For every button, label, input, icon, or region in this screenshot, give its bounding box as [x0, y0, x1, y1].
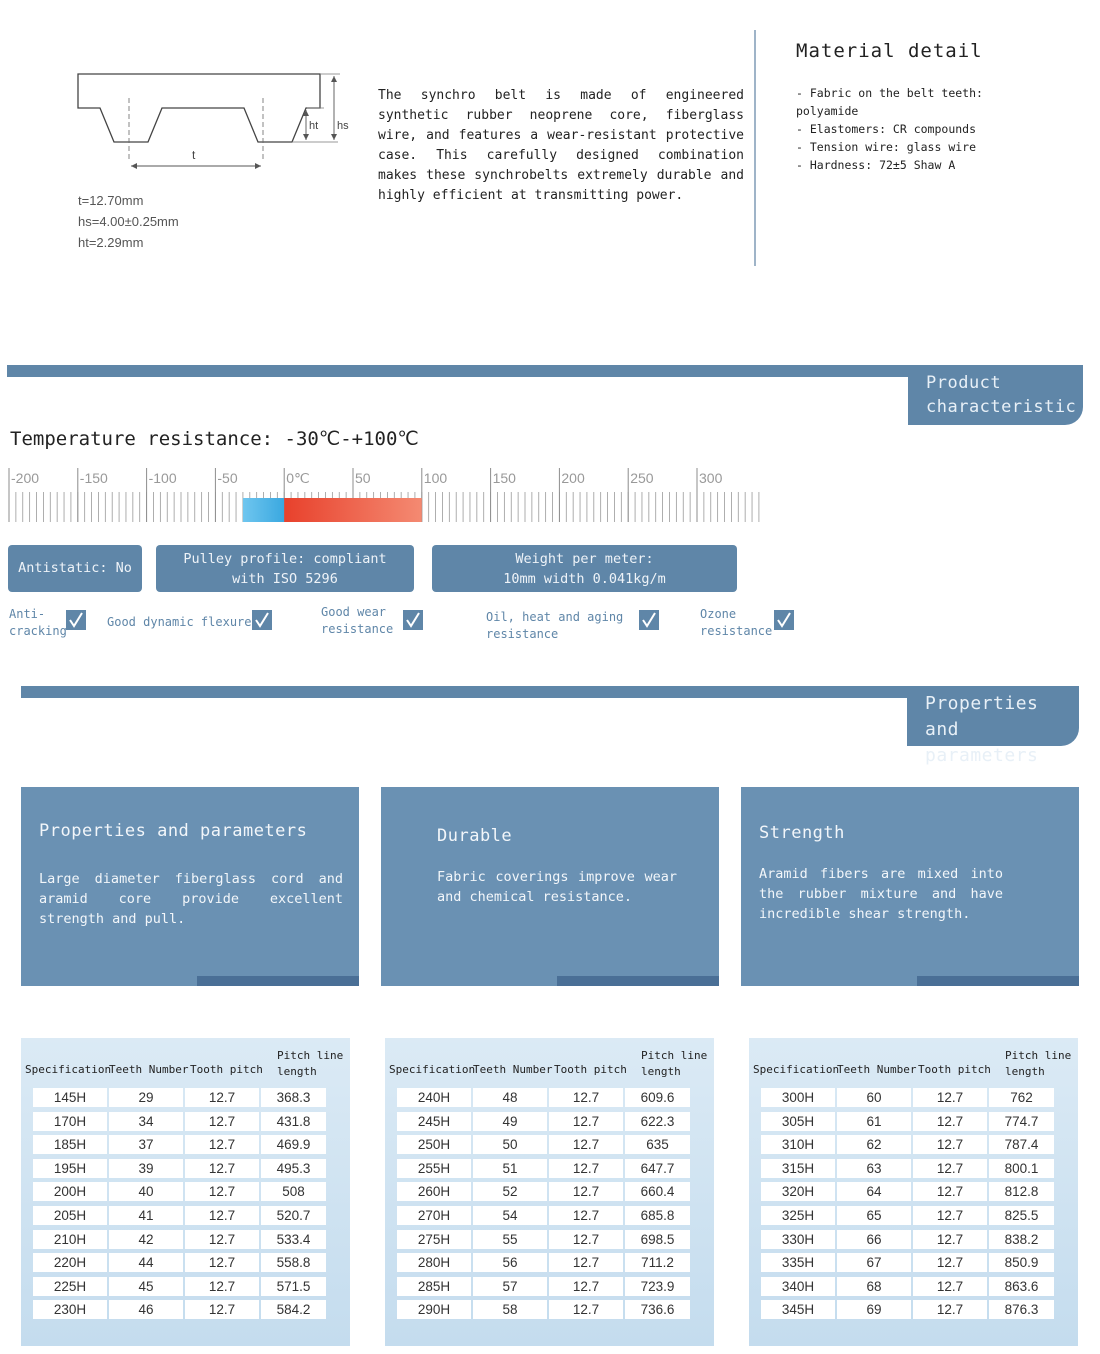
card-body: Large diameter fiberglass cord and aramid core provide excellent strength and pull. — [39, 871, 343, 927]
table-header-teeth-number: Teeth Number — [473, 1063, 553, 1076]
table-row — [33, 1159, 338, 1178]
table-header-teeth-number: Teeth Number — [109, 1063, 189, 1076]
check-icon — [403, 610, 423, 630]
cell-pitch-line-length: 495.3 — [261, 1159, 326, 1178]
cell-pitch-line-length: 520.7 — [261, 1206, 326, 1225]
cell-tooth-pitch: 12.7 — [913, 1253, 987, 1272]
table-header-tooth-pitch: Tooth pitch — [918, 1063, 991, 1076]
table-header-specification: Specification — [25, 1063, 112, 1076]
feature-good-dynamic-flexure — [107, 614, 252, 631]
cell-pitch-line-length: 800.1 — [989, 1159, 1054, 1178]
cell-tooth-pitch: 12.7 — [913, 1206, 987, 1225]
section-tab-properties — [907, 686, 1079, 766]
cell-pitch-line-length: 812.8 — [989, 1182, 1054, 1201]
material-detail-title: Material detail — [796, 40, 983, 62]
cell-tooth-pitch: 12.7 — [185, 1253, 259, 1272]
table-row — [33, 1088, 338, 1107]
temperature-title: Temperature resistance: -30℃-+100℃ — [10, 428, 419, 450]
cell-specification: 310H — [761, 1135, 835, 1154]
table-row — [761, 1159, 1066, 1178]
cell-teeth-number: 54 — [473, 1206, 547, 1225]
cell-tooth-pitch: 12.7 — [913, 1182, 987, 1201]
cell-tooth-pitch: 12.7 — [185, 1159, 259, 1178]
table-row — [761, 1253, 1066, 1272]
cell-specification: 250H — [397, 1135, 471, 1154]
feature-label: resistance — [321, 622, 394, 636]
cell-teeth-number: 48 — [473, 1088, 547, 1107]
cell-tooth-pitch: 12.7 — [913, 1230, 987, 1249]
card-title: Properties and parameters — [39, 821, 308, 841]
table-header-specification: Specification — [753, 1063, 840, 1076]
cell-specification: 145H — [33, 1088, 107, 1107]
cell-pitch-line-length: 698.5 — [625, 1230, 690, 1249]
card-durable — [381, 787, 719, 986]
cell-tooth-pitch: 12.7 — [913, 1159, 987, 1178]
cell-pitch-line-length: 850.9 — [989, 1253, 1054, 1272]
cell-specification: 220H — [33, 1253, 107, 1272]
cell-teeth-number: 39 — [109, 1159, 183, 1178]
pulley-profile-line: with ISO 5296 — [232, 571, 338, 587]
feature-label: cracking — [9, 624, 67, 638]
cell-teeth-number: 61 — [837, 1112, 911, 1131]
cell-specification: 285H — [397, 1277, 471, 1296]
cell-teeth-number: 69 — [837, 1300, 911, 1319]
cell-teeth-number: 51 — [473, 1159, 547, 1178]
cell-tooth-pitch: 12.7 — [549, 1159, 623, 1178]
cell-teeth-number: 29 — [109, 1088, 183, 1107]
feature-label: Ozone — [700, 607, 737, 621]
cell-specification: 320H — [761, 1182, 835, 1201]
cell-tooth-pitch: 12.7 — [185, 1230, 259, 1249]
card-title: Strength — [759, 823, 845, 843]
cell-specification: 335H — [761, 1253, 835, 1272]
cell-pitch-line-length: 774.7 — [989, 1112, 1054, 1131]
table-row — [397, 1182, 702, 1201]
table-row — [33, 1135, 338, 1154]
cell-tooth-pitch: 12.7 — [185, 1135, 259, 1154]
table-row — [761, 1112, 1066, 1131]
scale-tick-label: -50 — [217, 470, 238, 486]
scale-tick-label: 250 — [630, 470, 654, 486]
section-tab-line: and parameters — [925, 719, 1039, 766]
section-tab-line: characteristic — [926, 397, 1077, 417]
pulley-profile-line: Pulley profile: compliant — [183, 551, 387, 567]
pulley-profile-pill — [156, 545, 414, 592]
cell-pitch-line-length: 368.3 — [261, 1088, 326, 1107]
cell-pitch-line-length: 723.9 — [625, 1277, 690, 1296]
material-detail-list — [796, 84, 1036, 174]
material-item: - Fabric on the belt teeth: polyamide — [796, 86, 983, 118]
cell-teeth-number: 41 — [109, 1206, 183, 1225]
feature-anti-cracking — [9, 606, 67, 640]
card-accent-bar — [917, 976, 1079, 986]
cell-pitch-line-length: 469.9 — [261, 1135, 326, 1154]
table-row — [397, 1088, 702, 1107]
table-header-specification: Specification — [389, 1063, 476, 1076]
feature-label: Good dynamic flexure — [107, 615, 252, 629]
feature-label: Good wear — [321, 605, 387, 619]
cell-specification: 345H — [761, 1300, 835, 1319]
cell-specification: 170H — [33, 1112, 107, 1131]
spec-table — [749, 1038, 1078, 1346]
intro-paragraph: The synchro belt is made of engineered synthetic rubber neoprene core, fiberglass wire, and features a wear-resistant protective case. This carefully designed combination makes these synchrobelts extremely durable and highly efficient at transmitting power. — [378, 88, 744, 203]
cell-specification: 240H — [397, 1088, 471, 1107]
cell-pitch-line-length: 838.2 — [989, 1230, 1054, 1249]
feature-ozone-resistance — [700, 606, 772, 640]
section-tab-line: Properties — [925, 693, 1039, 714]
table-row — [761, 1206, 1066, 1225]
cell-teeth-number: 50 — [473, 1135, 547, 1154]
section-tab-line: Product — [926, 373, 1002, 393]
temperature-scale — [6, 466, 776, 528]
cell-teeth-number: 37 — [109, 1135, 183, 1154]
feature-label: resistance — [700, 624, 773, 638]
cell-specification: 290H — [397, 1300, 471, 1319]
cell-pitch-line-length: 584.2 — [261, 1300, 326, 1319]
table-row — [761, 1182, 1066, 1201]
cell-pitch-line-length: 787.4 — [989, 1135, 1054, 1154]
table-header-tooth-pitch: Tooth pitch — [554, 1063, 627, 1076]
card-body: Fabric coverings improve wear and chemical resistance. — [437, 869, 677, 905]
table-header-length: length — [641, 1065, 681, 1078]
cell-teeth-number: 57 — [473, 1277, 547, 1296]
cell-tooth-pitch: 12.7 — [185, 1088, 259, 1107]
cell-teeth-number: 56 — [473, 1253, 547, 1272]
cell-specification: 275H — [397, 1230, 471, 1249]
cell-pitch-line-length: 825.5 — [989, 1206, 1054, 1225]
table-row — [397, 1253, 702, 1272]
feature-label: Oil, heat and aging — [486, 610, 624, 624]
cell-teeth-number: 46 — [109, 1300, 183, 1319]
scale-tick-label: 300 — [699, 470, 723, 486]
table-header-pitch-line: Pitch line — [277, 1049, 344, 1062]
cell-specification: 260H — [397, 1182, 471, 1201]
table-row — [761, 1300, 1066, 1319]
feature-good-wear-resistance — [321, 604, 393, 638]
cell-teeth-number: 64 — [837, 1182, 911, 1201]
cell-teeth-number: 45 — [109, 1277, 183, 1296]
antistatic-label: Antistatic: No — [18, 560, 132, 576]
cell-tooth-pitch: 12.7 — [549, 1230, 623, 1249]
cell-tooth-pitch: 12.7 — [549, 1300, 623, 1319]
temperature-cold-range-bar — [243, 498, 284, 522]
cell-teeth-number: 34 — [109, 1112, 183, 1131]
table-row — [397, 1277, 702, 1296]
table-row — [33, 1182, 338, 1201]
cell-pitch-line-length: 736.6 — [625, 1300, 690, 1319]
cell-tooth-pitch: 12.7 — [185, 1112, 259, 1131]
dim-ht-label: ht — [309, 120, 319, 132]
card-accent-bar — [557, 976, 719, 986]
cell-tooth-pitch: 12.7 — [185, 1277, 259, 1296]
table-header-pitch-line: Pitch line — [641, 1049, 708, 1062]
cell-tooth-pitch: 12.7 — [913, 1088, 987, 1107]
cell-pitch-line-length: 508 — [261, 1182, 326, 1201]
cell-tooth-pitch: 12.7 — [549, 1253, 623, 1272]
spec-tooth-height: ht=2.29mm — [78, 235, 144, 250]
dim-hs-label: hs — [337, 120, 349, 132]
scale-tick-label: 50 — [355, 470, 371, 486]
cell-pitch-line-length: 558.8 — [261, 1253, 326, 1272]
cell-specification: 315H — [761, 1159, 835, 1178]
cell-specification: 245H — [397, 1112, 471, 1131]
cell-tooth-pitch: 12.7 — [549, 1088, 623, 1107]
cell-teeth-number: 65 — [837, 1206, 911, 1225]
cell-tooth-pitch: 12.7 — [549, 1206, 623, 1225]
cell-tooth-pitch: 12.7 — [913, 1277, 987, 1296]
table-row — [33, 1253, 338, 1272]
feature-oil-heat-aging-resistance — [486, 609, 623, 643]
table-row — [397, 1206, 702, 1225]
scale-tick-label: 100 — [423, 470, 448, 486]
cell-teeth-number: 63 — [837, 1159, 911, 1178]
spec-pitch: t=12.70mm — [78, 193, 144, 208]
check-icon — [774, 610, 794, 630]
cell-teeth-number: 42 — [109, 1230, 183, 1249]
cell-teeth-number: 44 — [109, 1253, 183, 1272]
section-tab-product — [908, 365, 1083, 425]
table-row — [397, 1300, 702, 1319]
table-row — [397, 1159, 702, 1178]
cell-pitch-line-length: 431.8 — [261, 1112, 326, 1131]
cell-teeth-number: 58 — [473, 1300, 547, 1319]
cell-tooth-pitch: 12.7 — [913, 1135, 987, 1154]
cell-specification: 305H — [761, 1112, 835, 1131]
table-row — [33, 1300, 338, 1319]
cell-tooth-pitch: 12.7 — [549, 1277, 623, 1296]
cell-specification: 185H — [33, 1135, 107, 1154]
card-body: Aramid fibers are mixed into the rubber mixture and have incredible shear strength. — [759, 866, 1003, 922]
cell-tooth-pitch: 12.7 — [549, 1182, 623, 1201]
scale-tick-label: -100 — [148, 470, 177, 486]
table-row — [761, 1277, 1066, 1296]
weight-pill — [432, 545, 737, 592]
spec-table — [21, 1038, 350, 1346]
temperature-hot-range-bar — [284, 498, 422, 522]
cell-pitch-line-length: 635 — [625, 1135, 690, 1154]
cell-specification: 230H — [33, 1300, 107, 1319]
cell-tooth-pitch: 12.7 — [185, 1182, 259, 1201]
cell-teeth-number: 60 — [837, 1088, 911, 1107]
cell-specification: 325H — [761, 1206, 835, 1225]
table-header-length: length — [1005, 1065, 1045, 1078]
cell-tooth-pitch: 12.7 — [549, 1135, 623, 1154]
weight-line: Weight per meter: — [515, 551, 654, 567]
cell-teeth-number: 66 — [837, 1230, 911, 1249]
card-title: Durable — [437, 826, 513, 846]
spec-total-height: hs=4.00±0.25mm — [78, 214, 179, 229]
cell-teeth-number: 67 — [837, 1253, 911, 1272]
cell-pitch-line-length: 622.3 — [625, 1112, 690, 1131]
scale-tick-label: 150 — [492, 470, 516, 486]
check-icon — [639, 610, 659, 630]
table-row — [761, 1088, 1066, 1107]
cell-pitch-line-length: 609.6 — [625, 1088, 690, 1107]
material-item: - Hardness: 72±5 Shaw A — [796, 158, 956, 172]
scale-tick-label: 200 — [561, 470, 585, 486]
table-row — [761, 1135, 1066, 1154]
cell-specification: 280H — [397, 1253, 471, 1272]
cell-tooth-pitch: 12.7 — [185, 1206, 259, 1225]
cell-pitch-line-length: 863.6 — [989, 1277, 1054, 1296]
cell-teeth-number: 62 — [837, 1135, 911, 1154]
cell-pitch-line-length: 660.4 — [625, 1182, 690, 1201]
material-item: - Tension wire: glass wire — [796, 140, 977, 154]
antistatic-pill — [8, 545, 142, 592]
material-item: - Elastomers: CR compounds — [796, 122, 977, 136]
card-strength — [741, 787, 1079, 986]
table-row — [397, 1112, 702, 1131]
table-header-pitch-line: Pitch line — [1005, 1049, 1072, 1062]
table-row — [33, 1277, 338, 1296]
table-header-length: length — [277, 1065, 317, 1078]
cell-pitch-line-length: 711.2 — [625, 1253, 690, 1272]
feature-label: Anti- — [9, 607, 46, 621]
table-header-tooth-pitch: Tooth pitch — [190, 1063, 263, 1076]
cell-pitch-line-length: 876.3 — [989, 1300, 1054, 1319]
cell-specification: 300H — [761, 1088, 835, 1107]
cell-pitch-line-length: 571.5 — [261, 1277, 326, 1296]
cell-specification: 330H — [761, 1230, 835, 1249]
table-row — [761, 1230, 1066, 1249]
cell-tooth-pitch: 12.7 — [913, 1300, 987, 1319]
cell-specification: 340H — [761, 1277, 835, 1296]
cell-pitch-line-length: 533.4 — [261, 1230, 326, 1249]
cell-specification: 210H — [33, 1230, 107, 1249]
table-header-teeth-number: Teeth Number — [837, 1063, 917, 1076]
cell-teeth-number: 68 — [837, 1277, 911, 1296]
belt-profile-diagram — [70, 60, 360, 180]
cell-tooth-pitch: 12.7 — [913, 1112, 987, 1131]
cell-specification: 270H — [397, 1206, 471, 1225]
table-row — [397, 1135, 702, 1154]
cell-specification: 225H — [33, 1277, 107, 1296]
table-row — [33, 1230, 338, 1249]
scale-tick-label: -200 — [11, 470, 40, 486]
cell-teeth-number: 52 — [473, 1182, 547, 1201]
table-row — [33, 1206, 338, 1225]
weight-line: 10mm width 0.041kg/m — [503, 571, 666, 587]
card-accent-bar — [197, 976, 359, 986]
scale-tick-label: -150 — [79, 470, 108, 486]
cell-specification: 195H — [33, 1159, 107, 1178]
scale-tick-label: 0℃ — [286, 470, 310, 486]
cell-teeth-number: 55 — [473, 1230, 547, 1249]
feature-label: resistance — [486, 627, 559, 641]
dim-t-label: t — [192, 148, 196, 162]
cell-pitch-line-length: 762 — [989, 1088, 1054, 1107]
cell-teeth-number: 49 — [473, 1112, 547, 1131]
spec-table — [385, 1038, 714, 1346]
cell-tooth-pitch: 12.7 — [549, 1112, 623, 1131]
cell-pitch-line-length: 685.8 — [625, 1206, 690, 1225]
cell-specification: 200H — [33, 1182, 107, 1201]
table-row — [33, 1112, 338, 1131]
vertical-divider — [754, 30, 756, 266]
table-row — [397, 1230, 702, 1249]
cell-teeth-number: 40 — [109, 1182, 183, 1201]
check-icon — [252, 610, 272, 630]
cell-specification: 205H — [33, 1206, 107, 1225]
card-properties — [21, 787, 359, 986]
cell-pitch-line-length: 647.7 — [625, 1159, 690, 1178]
cell-tooth-pitch: 12.7 — [185, 1300, 259, 1319]
check-icon — [66, 610, 86, 630]
cell-specification: 255H — [397, 1159, 471, 1178]
